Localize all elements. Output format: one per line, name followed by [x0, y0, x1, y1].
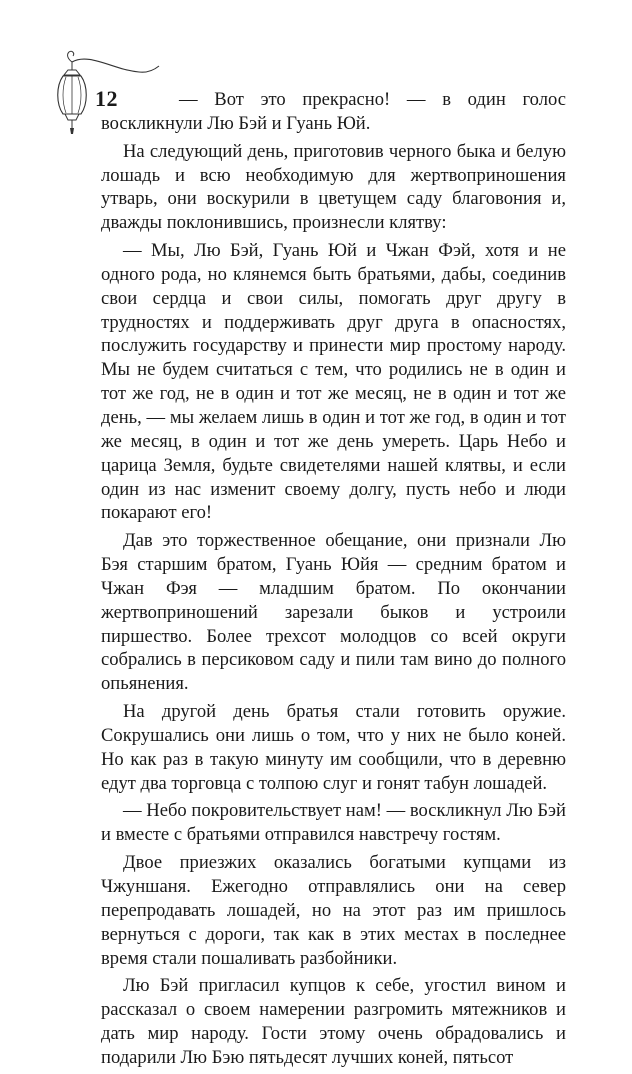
paragraph: — Небо покровительствует нам! — воскликнул Лю Бэй и вместе с братьями отправился навстречу гостям.: [101, 800, 566, 846]
paragraph: — Мы, Лю Бэй, Гуань Юй и Чжан Фэй, хотя и не одного рода, но клянемся быть братьями, дабы, соединив свои сердца и свои силы, помогать друг другу в трудностях и поддерживать друг друга в опасностях, послужить государству и принести мир простому народу. Мы не будем считаться с тем, что родились не в один и тот же год, не в один и тот же месяц, не в один и тот же день, — мы желаем лишь в один и тот же год, в один и тот же месяц, в один и тот же день умереть. Царь Небо и царица Земля, будьте свидетелями нашей клятвы, и если один из нас изменит своему долгу, пусть небо и люди покарают его!: [101, 240, 566, 524]
paragraph: Дав это торжественное обещание, они признали Лю Бэя старшим братом, Гуань Юйя — средним братом и Чжан Фэя — младшим братом. По окончании жертвоприношений зарезали быков и устроили пиршество. Более трехсот молодцов со всей округи собрались в персиковом саду и пили там вино до полного опьянения.: [101, 530, 566, 695]
paragraph: Лю Бэй пригласил купцов к себе, угостил вином и рассказал о своем намерении разгромить мятежников и дать мир народу. Гости этому очень обрадовались и подарили Лю Бэю пятьдесят лучших коней, пятьсот: [101, 975, 566, 1068]
paragraph: Двое приезжих оказались богатыми купцами из Чжуншаня. Ежегодно отправлялись они на север перепродавать лошадей, но на этот раз им пришлось вернуться с дороги, так как в этих местах в последнее время стали пошаливать разбойники.: [101, 852, 566, 969]
paragraph: На следующий день, приготовив черного быка и белую лошадь и всю необходимую для жертвоприношения утварь, они воскурили в цветущем саду благовония и, дважды поклонившись, произнесли клятву:: [101, 140, 566, 234]
page-number: 12: [95, 86, 118, 111]
paragraph: — Вот это прекрасно! — в один голос воскликнули Лю Бэй и Гуань Юй.: [101, 89, 566, 134]
paragraph: На другой день братья стали готовить оружие. Сокрушались они лишь о том, что у них не было коней. Но как раз в такую минуту им сообщили, что в деревню едут два торговца с толпою слуг и гонят табун лошадей.: [101, 701, 566, 794]
page-text: [101, 88, 566, 1074]
